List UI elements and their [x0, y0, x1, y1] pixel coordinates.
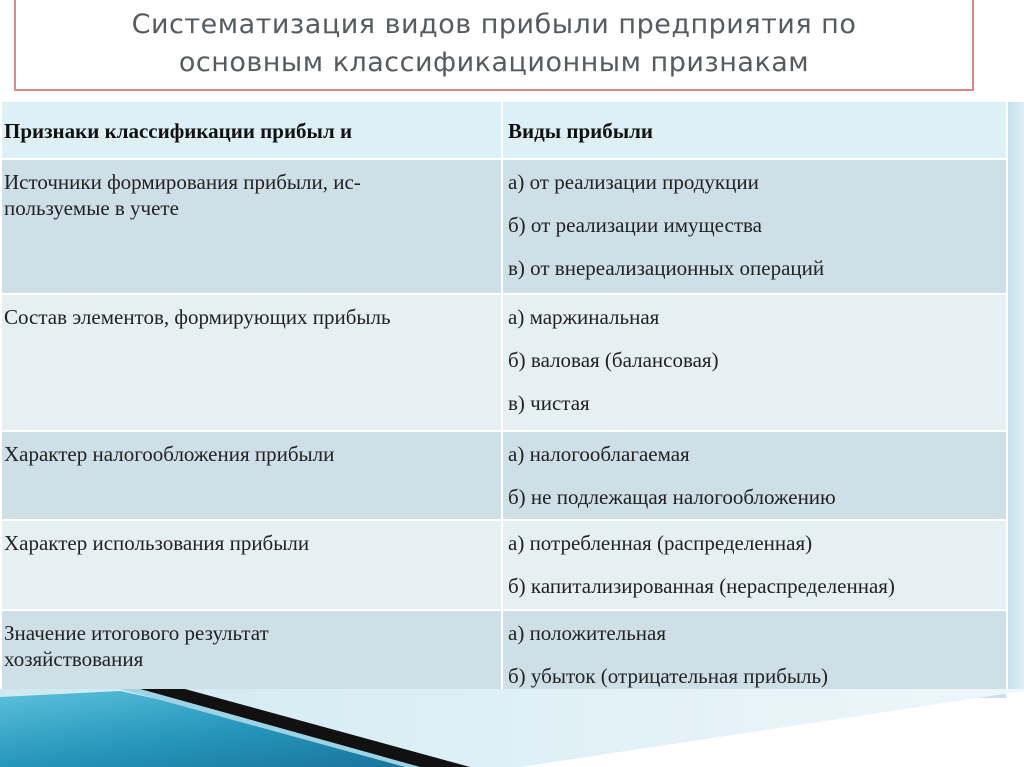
profit-type-item: б) убыток (отрицательная прибыль) [508, 664, 829, 688]
slide-title-line-2: основным классификационным признакам [178, 47, 810, 78]
table-row [2, 159, 1007, 294]
criterion-line: Состав элементов, формирующих прибыль [4, 305, 391, 329]
profit-type-item: б) валовая (балансовая) [508, 348, 719, 372]
slide-title-box [14, 0, 974, 91]
header-profit-types: Виды прибыли [502, 102, 1007, 159]
criterion-cell [2, 159, 502, 294]
slide-title [16, 6, 972, 82]
criterion-line: Характер использования прибыли [4, 531, 310, 555]
table-row [2, 520, 1007, 610]
profit-type-item: б) не подлежащая налогообложению [508, 485, 836, 509]
profit-type-item: а) налогооблагаемая [508, 442, 690, 466]
profit-type-item: б) от реализации имущества [508, 213, 762, 237]
profit-type-item: а) потребленная (распределенная) [508, 531, 813, 555]
table-row [2, 294, 1007, 431]
table-row [2, 431, 1007, 520]
criterion-line: Характер налогообложения прибыли [4, 442, 335, 466]
criterion-cell [2, 610, 502, 699]
profit-types-cell [502, 610, 1007, 699]
criterion-line: Значение итогового результат [4, 621, 269, 645]
table-side-strip [1007, 102, 1024, 689]
slide-decoration-band [0, 689, 1024, 767]
profit-type-item: а) положительная [508, 621, 667, 645]
table-header-row [2, 102, 1007, 159]
profit-types-cell [502, 159, 1007, 294]
criterion-cell [2, 520, 502, 610]
profit-types-cell [502, 520, 1007, 610]
profit-types-cell [502, 431, 1007, 520]
criterion-line: Источники формирования прибыли, ис- [4, 170, 361, 194]
profit-type-item: б) капитализированная (нераспределенная) [508, 574, 895, 598]
profit-type-item: в) от внереализационных операций [508, 256, 825, 280]
profit-type-item: а) маржинальная [508, 305, 660, 329]
criterion-line: хозяйствования [4, 647, 144, 671]
profit-classification-table [2, 102, 1008, 700]
profit-type-item: а) от реализации продукции [508, 170, 759, 194]
criterion-cell [2, 431, 502, 520]
table-row [2, 610, 1007, 699]
header-criteria: Признаки классификации прибыл и [2, 102, 502, 159]
slide-title-line-1: Систематизация видов прибыли предприятия по [131, 9, 857, 40]
profit-types-cell [502, 294, 1007, 431]
criterion-cell [2, 294, 502, 431]
criterion-line: пользуемые в учете [4, 196, 179, 220]
profit-type-item: в) чистая [508, 391, 590, 415]
